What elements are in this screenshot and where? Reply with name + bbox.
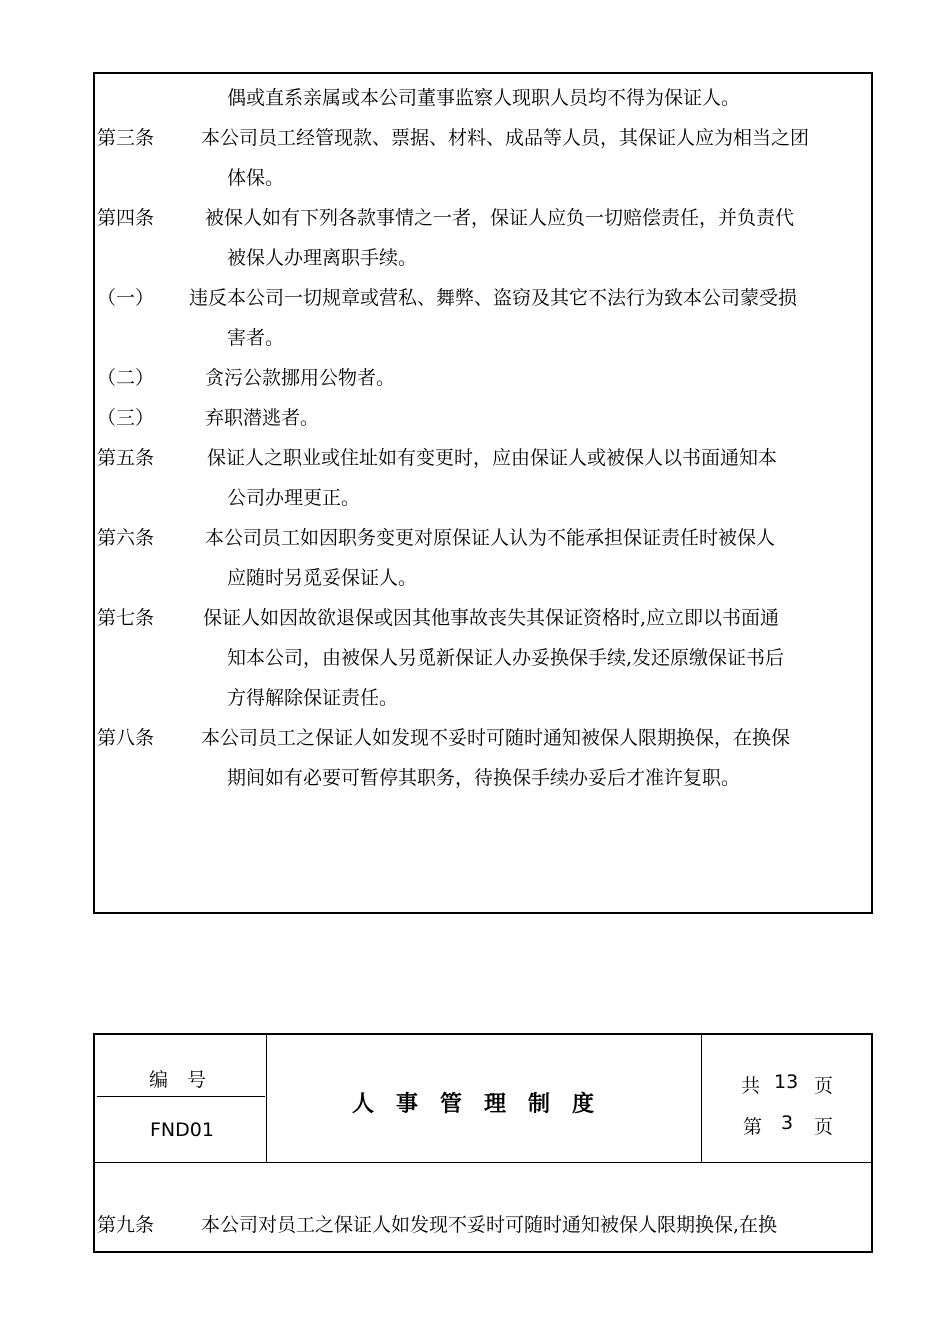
clause-line: 贪污公款挪用公物者。 [205, 367, 396, 389]
article-line: 知本公司，由被保人另觅新保证人办妥换保手续,发还原缴保证书后 [227, 647, 785, 669]
article-line: 被保人如有下列各款事情之一者，保证人应负一切赔偿责任，并负责代 [205, 207, 795, 229]
article-label: 第八条 [97, 727, 155, 749]
clause-line: 害者。 [227, 327, 285, 349]
clause-label: （二） [97, 367, 155, 389]
total-pages: 13 [774, 1071, 799, 1093]
code-value: FND01 [150, 1119, 214, 1141]
continuation-line: 偶或直系亲属或本公司董事监察人现职人员均不得为保证人。 [227, 87, 741, 109]
article-label: 第四条 [97, 207, 155, 229]
article-line: 应随时另觅妥保证人。 [227, 567, 418, 589]
article-line: 本公司对员工之保证人如发现不妥时可随时通知被保人限期换保,在换 [201, 1214, 778, 1236]
article-label: 第五条 [97, 447, 155, 469]
article-line: 期间如有必要可暂停其职务，待换保手续办妥后才准许复职。 [227, 767, 741, 789]
clause-line: 弃职潜逃者。 [205, 407, 320, 429]
document-title: 人事管理制度 [351, 1092, 616, 1117]
regulation-content-box [93, 72, 873, 914]
clause-label: （一） [97, 287, 155, 309]
current-page-suffix: 页 [814, 1116, 834, 1138]
current-page-prefix: 第 [743, 1116, 763, 1138]
page-header-table [93, 1033, 873, 1253]
article-label: 第六条 [97, 527, 155, 549]
article-line: 本公司员工经管现款、票据、材料、成品等人员，其保证人应为相当之团 [201, 127, 810, 149]
article-line: 本公司员工如因职务变更对原保证人认为不能承担保证责任时被保人 [205, 527, 776, 549]
article-line: 体保。 [227, 167, 285, 189]
header-divider [701, 1035, 702, 1162]
article-line: 保证人之职业或住址如有变更时，应由保证人或被保人以书面通知本 [207, 447, 778, 469]
article-line: 公司办理更正。 [227, 487, 361, 509]
article-line: 本公司员工之保证人如发现不妥时可随时通知被保人限期换保，在换保 [201, 727, 791, 749]
total-pages-prefix: 共 [741, 1075, 761, 1097]
article-line: 被保人办理离职手续。 [227, 247, 418, 269]
article-line: 保证人如因故欲退保或因其他事故丧失其保证资格时,应立即以书面通 [203, 607, 780, 629]
header-divider [97, 1096, 265, 1097]
article-label: 第七条 [97, 607, 155, 629]
article-line: 方得解除保证责任。 [227, 687, 399, 709]
clause-line: 违反本公司一切规章或营私、舞弊、盗窃及其它不法行为致本公司蒙受损 [189, 287, 798, 309]
clause-label: （三） [97, 407, 155, 429]
header-divider [95, 1162, 871, 1163]
article-label: 第九条 [97, 1214, 155, 1236]
total-pages-suffix: 页 [814, 1075, 834, 1097]
article-label: 第三条 [97, 127, 155, 149]
code-label: 编 号 [149, 1069, 207, 1091]
current-page: 3 [781, 1112, 794, 1134]
